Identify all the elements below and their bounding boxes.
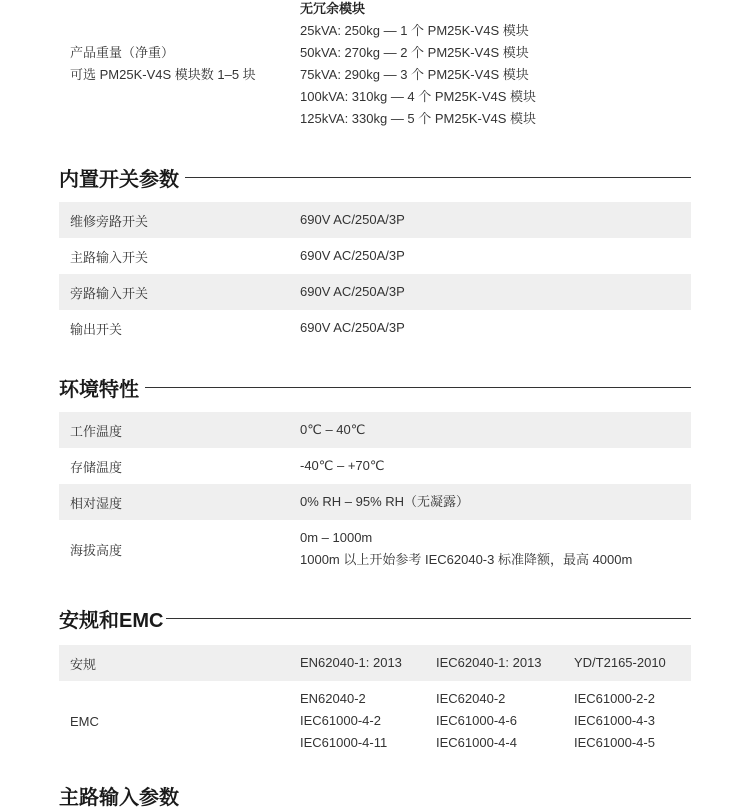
table-row: [59, 448, 691, 484]
spec-sheet: [59, 0, 691, 809]
section-title-text: 内置开关参数: [59, 168, 179, 191]
section-title-next: [59, 780, 691, 810]
section-title-switches: [59, 162, 691, 192]
row-key: 主路输入开关: [70, 249, 149, 265]
emc-column: [300, 688, 436, 754]
environment-section: [59, 372, 691, 578]
row-key: 相对湿度: [70, 495, 123, 511]
row-value: IEC61000-4-3: [574, 713, 655, 728]
row-value-line: 1000m 以上开始参考 IEC62040-3 标准降额，最高 4000m: [300, 552, 633, 567]
table-row: [59, 484, 691, 520]
weight-value: 25kVA: 250kg — 1 个 PM25K-V4S 模块: [300, 23, 529, 38]
table-row: [59, 412, 691, 448]
row-value: YD/T2165-2010: [574, 655, 666, 670]
row-key: 旁路输入开关: [70, 285, 149, 301]
section-title-text: 主路输入参数: [59, 786, 179, 809]
weight-label-line2: 可选 PM25K-V4S 模块数 1–5 块: [70, 67, 256, 82]
weight-value: 125kVA: 330kg — 5 个 PM25K-V4S 模块: [300, 111, 537, 126]
row-value: 0% RH – 95% RH（无凝露）: [300, 494, 470, 509]
row-value-line: 0m – 1000m: [300, 530, 373, 545]
row-value: 0℃ – 40℃: [300, 422, 366, 437]
row-key: 输出开关: [70, 321, 123, 337]
row-value: IEC61000-4-4: [436, 735, 517, 750]
table-row: [59, 310, 691, 346]
row-key: 工作温度: [70, 423, 123, 439]
weight-heading: 无冗余模块: [300, 1, 366, 16]
row-key: EMC: [70, 713, 99, 729]
section-title-environment: [59, 372, 691, 402]
switches-section: [59, 162, 691, 346]
divider: [166, 618, 691, 619]
row-value: IEC62040-1: 2013: [436, 655, 542, 670]
row-value: 690V AC/250A/3P: [300, 248, 405, 263]
weight-label-line1: 产品重量（净重）: [70, 45, 175, 60]
row-value: 690V AC/250A/3P: [300, 212, 405, 227]
weight-label: [70, 42, 256, 86]
row-value: IEC61000-4-5: [574, 735, 655, 750]
row-key: 维修旁路开关: [70, 213, 149, 229]
row-value: IEC61000-4-6: [436, 713, 517, 728]
row-value: IEC61000-4-11: [300, 735, 388, 750]
table-row: [59, 238, 691, 274]
row-key: 海拔高度: [70, 542, 123, 558]
weight-values: [300, 0, 536, 130]
weight-value: 100kVA: 310kg — 4 个 PM25K-V4S 模块: [300, 89, 537, 104]
weight-block: [59, 0, 691, 132]
row-value: IEC62040-2: [436, 691, 506, 706]
section-title-text: 环境特性: [59, 378, 139, 401]
section-title-text: 安规和EMC: [59, 609, 164, 632]
row-value: IEC61000-2-2: [574, 691, 655, 706]
divider: [145, 387, 691, 388]
next-section: [59, 780, 691, 810]
row-value: IEC61000-4-2: [300, 713, 381, 728]
row-key: 安规: [70, 656, 97, 672]
row-value: EN62040-2: [300, 691, 366, 706]
table-row: [59, 274, 691, 310]
row-value: 690V AC/250A/3P: [300, 284, 405, 299]
divider: [185, 177, 691, 178]
section-title-safety: [59, 603, 691, 633]
row-value: -40℃ – +70℃: [300, 458, 385, 473]
weight-value: 50kVA: 270kg — 2 个 PM25K-V4S 模块: [300, 45, 529, 60]
row-value: [300, 520, 632, 578]
table-row: [59, 520, 691, 578]
table-row: [59, 681, 691, 761]
weight-value: 75kVA: 290kg — 3 个 PM25K-V4S 模块: [300, 67, 529, 82]
emc-column: [436, 688, 574, 754]
row-value: 690V AC/250A/3P: [300, 320, 405, 335]
table-row: [59, 202, 691, 238]
table-row: [59, 645, 691, 681]
row-key: 存储温度: [70, 459, 123, 475]
safety-emc-section: [59, 603, 691, 761]
emc-column: [574, 688, 712, 754]
row-value: EN62040-1: 2013: [300, 655, 402, 670]
